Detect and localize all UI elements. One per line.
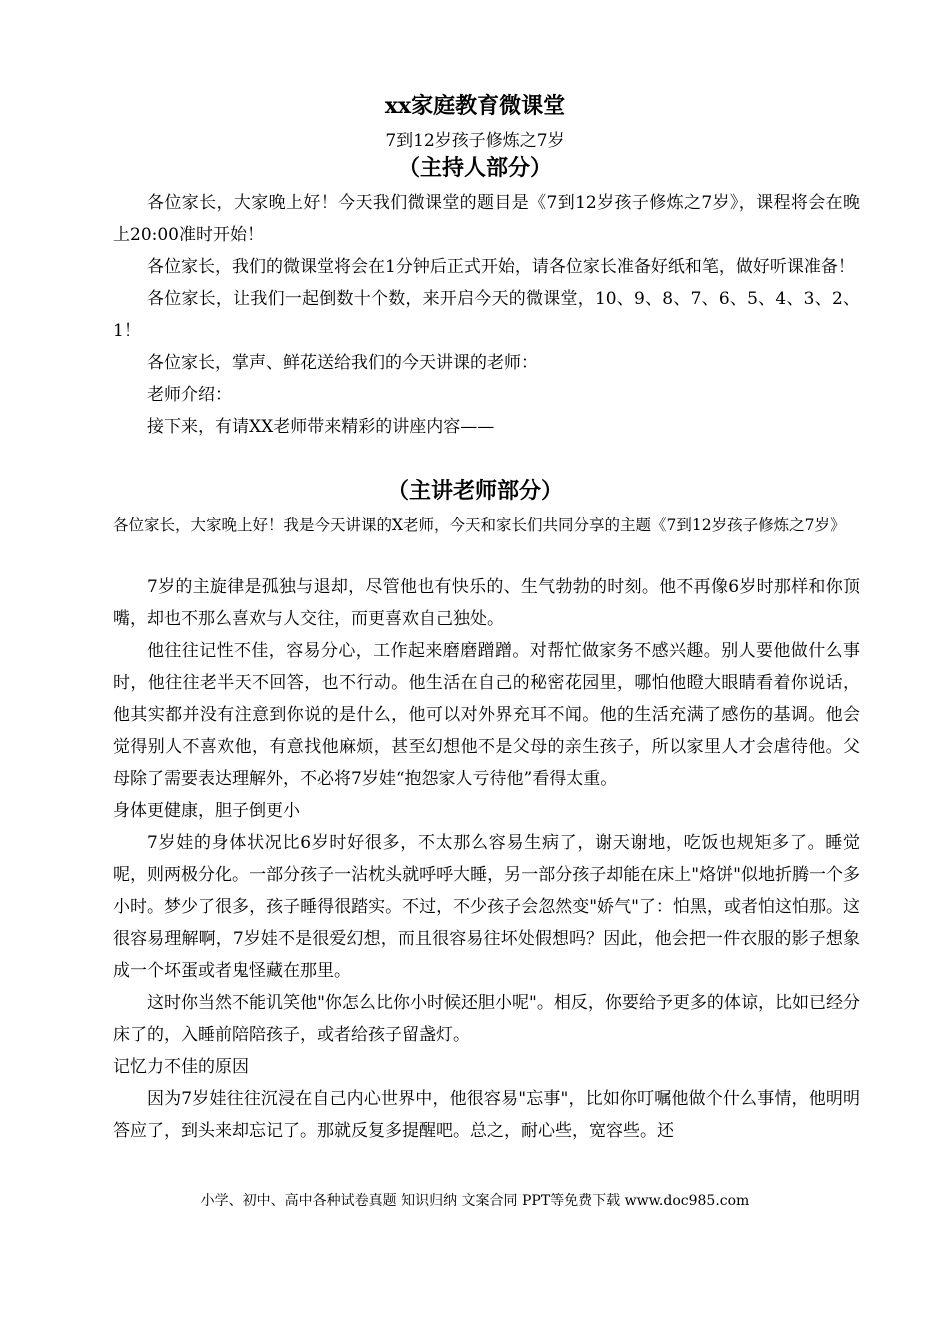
health-paragraph: 这时你当然不能讥笑他"你怎么比你小时候还胆小呢"。相反，你要给予更多的体谅，比如已经分床了的，入睡前陪陪孩子，或者给孩子留盏灯。	[113, 993, 860, 1045]
host-section	[113, 187, 860, 443]
teacher-intro	[113, 509, 860, 541]
host-paragraph: 老师介绍：	[147, 385, 232, 405]
host-paragraph: 各位家长，掌声、鲜花送给我们的今天讲课的老师：	[147, 353, 538, 373]
host-paragraph: 各位家长，大家晚上好！今天我们微课堂的题目是《7到12岁孩子修炼之7岁》，课程将会在晚上20:00准时开始！	[113, 193, 860, 245]
teacher-section	[113, 571, 860, 1147]
teacher-paragraph: 7岁的主旋律是孤独与退却，尽管他也有快乐的、生气勃勃的时刻。他不再像6岁时那样和你顶嘴，却也不那么喜欢与人交往，而更喜欢自己独处。	[113, 577, 860, 629]
subheading-health: 身体更健康，胆子倒更小	[113, 801, 300, 821]
teacher-paragraph: 他往往记性不佳，容易分心，工作起来磨磨蹭蹭。对帮忙做家务不感兴趣。别人要他做什么事时，他往往老半天不回答，也不行动。他生活在自己的秘密花园里，哪怕他瞪大眼睛看着你说话，他其实都并没有注意到你说的是什么，他可以对外界充耳不闻。他的生活充满了感伤的基调。他会觉得别人不喜欢他，有意找他麻烦，甚至幻想他不是父母的亲生孩子，所以家里人才会虐待他。父母除了需要表达理解外，不必将7岁娃“抱怨家人亏待他”看得太重。	[113, 641, 860, 789]
host-paragraph: 接下来，有请XX老师带来精彩的讲座内容——	[147, 417, 495, 437]
host-paragraph: 各位家长，我们的微课堂将会在1分钟后正式开始，请各位家长准备好纸和笔，做好听课准备！	[147, 257, 855, 277]
host-paragraph: 各位家长，让我们一起倒数十个数，来开启今天的微课堂，10、9、8、7、6、5、4、3、2、1！	[113, 289, 860, 341]
teacher-intro-paragraph: 各位家长，大家晚上好！我是今天讲课的X老师，今天和家长们共同分享的主题《7到12岁孩子修炼之7岁》	[113, 516, 846, 534]
subheading-memory: 记忆力不佳的原因	[113, 1057, 249, 1077]
host-section-heading: （主持人部分）	[397, 155, 552, 181]
teacher-section-heading: （主讲老师部分）	[386, 478, 563, 504]
memory-paragraph: 因为7岁娃往往沉浸在自己内心世界中，他很容易"忘事"，比如你叮嘱他做个什么事情，他明明答应了，到头来却忘记了。那就反复多提醒吧。总之，耐心些，宽容些。还	[113, 1089, 860, 1141]
document-title: xx家庭教育微课堂	[384, 93, 566, 119]
health-paragraph: 7岁娃的身体状况比6岁时好很多，不太那么容易生病了，谢天谢地，吃饭也规矩多了。睡觉呢，则两极分化。一部分孩子一沾枕头就呼呼大睡，另一部分孩子却能在床上"烙饼"似地折腾一个多小时。梦少了很多，孩子睡得很踏实。不过，不少孩子会忽然变"娇气"了：怕黑，或者怕这怕那。这很容易理解啊，7岁娃不是很爱幻想，而且很容易往坏处假想吗？因此，他会把一件衣服的影子想象成一个坏蛋或者鬼怪藏在那里。	[113, 833, 860, 981]
document-subtitle: 7到12岁孩子修炼之7岁	[385, 131, 565, 151]
page-footer: 小学、初中、高中各种试卷真题 知识归纳 文案合同 PPT等免费下载 www.doc985.com	[200, 1193, 750, 1209]
